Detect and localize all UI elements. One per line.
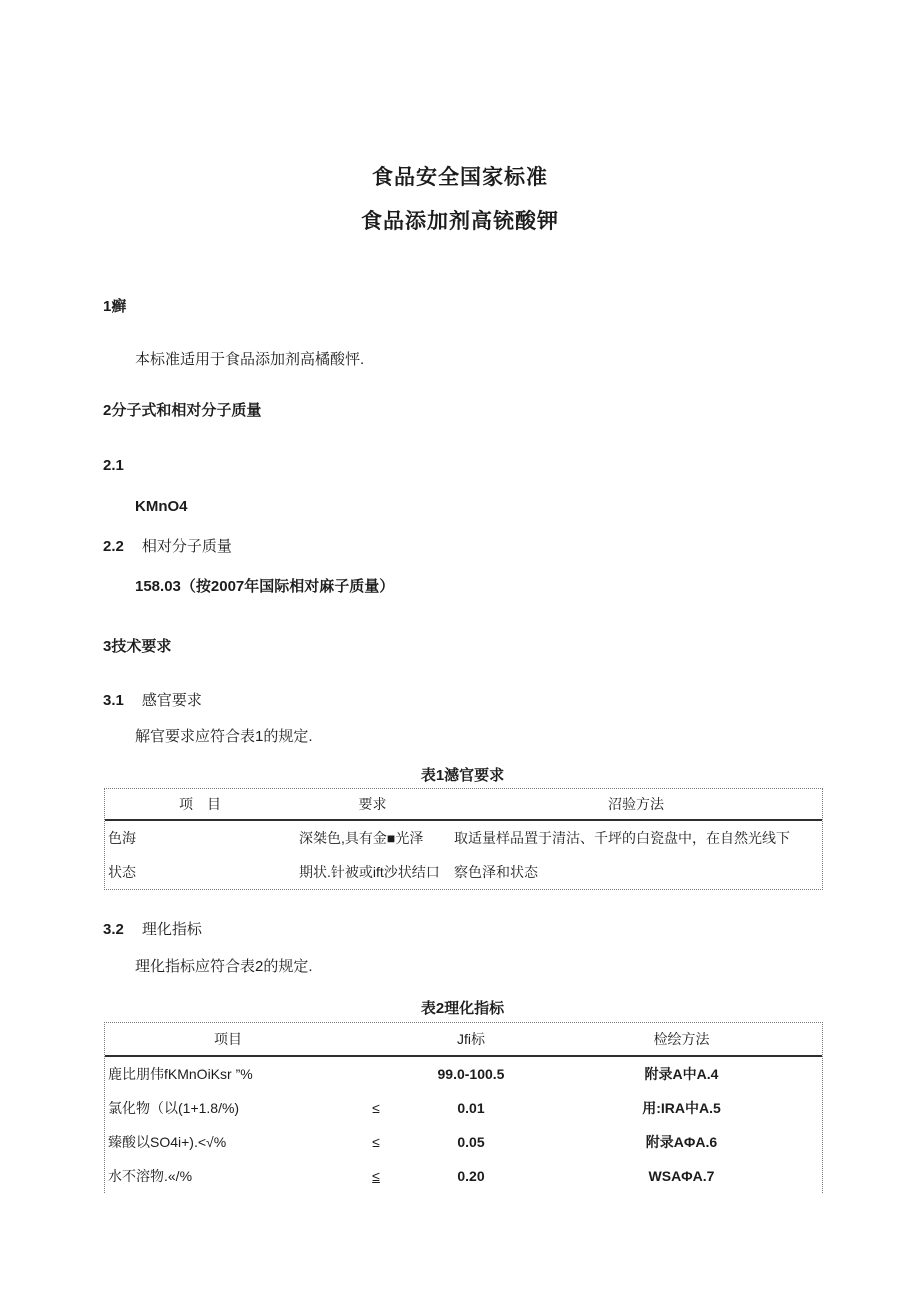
table2-r1-op — [351, 1056, 401, 1091]
table2-header-value: Jfi标 — [401, 1023, 541, 1056]
table2-r1-value: 99.0-100.5 — [437, 1066, 505, 1082]
table2-header-item: 项目 — [105, 1023, 351, 1056]
table-row — [105, 855, 822, 889]
table2-header-method: 检绘方法 — [541, 1023, 822, 1056]
table1 — [104, 788, 823, 890]
section-2-2-heading — [103, 537, 232, 557]
table2-r4-op: ≤ — [372, 1168, 380, 1184]
molecular-mass-line: 158.03（按2007年国际相对麻子质量） — [135, 578, 395, 595]
table1-r2-method: 察色泽和状态 — [454, 864, 538, 880]
table2-r4-item: 水不溶物.«/% — [108, 1168, 193, 1184]
table2-r3-value: 0.05 — [457, 1134, 485, 1150]
section-1-heading: 1癣 — [103, 298, 127, 315]
table2-r4-value: 0.20 — [457, 1168, 485, 1184]
section-3-2-heading — [103, 920, 202, 940]
table2-r4-method: WSAΦA.7 — [648, 1168, 715, 1184]
table2-caption: 表2理化指标 — [420, 1000, 505, 1017]
doc-title: 食品安全国家标准 — [372, 166, 548, 189]
chemical-formula: KMnO4 — [135, 498, 188, 515]
table1-r1-method: 取适量样品置于清沽、千坪的白瓷盘中，在自然光线下 — [454, 830, 790, 846]
table-row — [105, 820, 822, 855]
table2-r2-value: 0.01 — [457, 1100, 485, 1116]
table-row — [105, 1056, 822, 1091]
table2-r3-item: 臻酸以SO4i+).<√% — [108, 1134, 227, 1150]
table-row — [105, 1091, 822, 1125]
section-3-1-title: 感官要求 — [141, 692, 202, 709]
table1-r2-item: 状态 — [108, 864, 136, 880]
table1-r1-item: 色海 — [108, 830, 136, 846]
table1-r1-req: 深桀色,具有金■光泽 — [299, 830, 424, 846]
section-2-heading: 2分子式和相对分子质量 — [103, 402, 262, 419]
table2-r2-item: 氯化物（以(1+1.8/%) — [108, 1100, 240, 1116]
section-3-1-body: 解官要求应符合表1的规定. — [135, 728, 313, 745]
table1-r2-req: 期状.针被或ift沙状结口 — [299, 864, 440, 880]
table1-header-item: 项 目 — [105, 789, 295, 820]
table2 — [104, 1022, 823, 1193]
table2-r3-op: ≤ — [372, 1134, 380, 1150]
doc-subtitle: 食品添加剂高铳酸钾 — [361, 210, 559, 233]
table2-r2-method: 用:IRA中A.5 — [642, 1100, 721, 1116]
table1-header-method: 沼验方法 — [450, 789, 822, 820]
section-3-2-body: 理化指标应符合表2的规定. — [135, 958, 313, 975]
section-2-2-number: 2.2 — [103, 538, 124, 555]
table2-header-op — [351, 1023, 401, 1056]
table1-caption: 表1澸官要求 — [420, 767, 505, 784]
table2-r3-method: 附录AΦA.6 — [645, 1134, 718, 1150]
section-3-1-number: 3.1 — [103, 692, 124, 709]
section-3-2-number: 3.2 — [103, 921, 124, 938]
section-3-2-title: 理化指标 — [141, 921, 202, 938]
section-2-1-number: 2.1 — [103, 457, 124, 474]
table2-r2-op: ≤ — [372, 1100, 380, 1116]
table2-r1-method: 附录A中A.4 — [644, 1066, 719, 1082]
table1-header-req: 要求 — [295, 789, 450, 820]
section-3-1-heading — [103, 691, 202, 711]
table2-r1-item: 鹿比朋伟fKMnOiKsr ”% — [108, 1066, 253, 1082]
section-1-body: 本标准适用于食品添加剂高橘酸怦. — [135, 351, 365, 368]
table1-header-row — [105, 789, 822, 820]
section-3-heading: 3技术要求 — [103, 638, 172, 655]
table-row — [105, 1159, 822, 1193]
table-row — [105, 1125, 822, 1159]
section-2-2-title: 相对分子质量 — [141, 538, 232, 555]
table2-header-row — [105, 1023, 822, 1056]
